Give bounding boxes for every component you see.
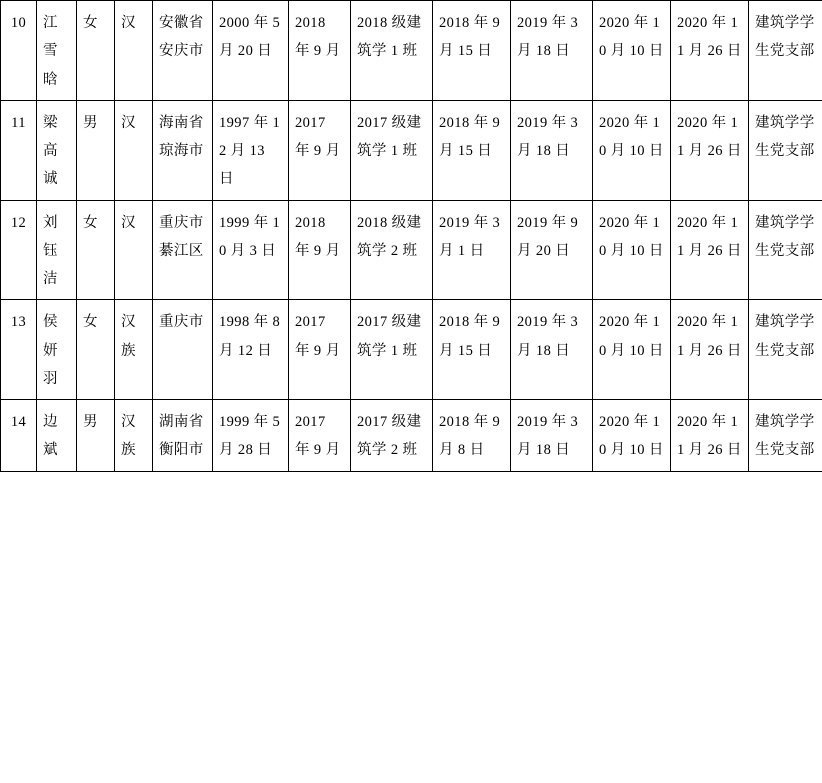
- table-row: [1, 100, 822, 200]
- cell-origin: 重庆市: [153, 300, 213, 400]
- cell-class: 2018 级建筑学 1 班: [351, 1, 433, 101]
- cell-enrollment-date: 2017 年 9 月: [289, 300, 351, 400]
- cell-development-date: 2020 年 10 月 10 日: [593, 300, 671, 400]
- cell-origin: 湖南省衡阳市: [153, 400, 213, 472]
- cell-gender: 男: [77, 100, 115, 200]
- cell-apply-date: 2018 年 9 月 15 日: [433, 1, 511, 101]
- cell-ethnicity: 汉族: [115, 400, 153, 472]
- cell-name: 江雪晗: [37, 1, 77, 101]
- cell-index: 11: [1, 100, 37, 200]
- cell-apply-date: 2018 年 9 月 15 日: [433, 100, 511, 200]
- cell-class: 2017 级建筑学 2 班: [351, 400, 433, 472]
- cell-name: 刘钰洁: [37, 200, 77, 300]
- cell-enrollment-date: 2018 年 9 月: [289, 200, 351, 300]
- cell-birth-date: 1999 年 10 月 3 日: [213, 200, 289, 300]
- cell-enrollment-date: 2018 年 9 月: [289, 1, 351, 101]
- cell-gender: 女: [77, 300, 115, 400]
- cell-ethnicity: 汉族: [115, 300, 153, 400]
- cell-development-date: 2020 年 10 月 10 日: [593, 1, 671, 101]
- cell-origin: 海南省琼海市: [153, 100, 213, 200]
- cell-activist-date: 2019 年 3 月 18 日: [511, 400, 593, 472]
- cell-party-branch: 建筑学学生党支部: [749, 200, 822, 300]
- cell-class: 2017 级建筑学 1 班: [351, 300, 433, 400]
- cell-ethnicity: 汉: [115, 1, 153, 101]
- cell-full-member-date: 2020 年 11 月 26 日: [671, 200, 749, 300]
- cell-birth-date: 2000 年 5 月 20 日: [213, 1, 289, 101]
- cell-ethnicity: 汉: [115, 100, 153, 200]
- cell-party-branch: 建筑学学生党支部: [749, 300, 822, 400]
- cell-index: 12: [1, 200, 37, 300]
- cell-name: 侯妍羽: [37, 300, 77, 400]
- cell-gender: 女: [77, 200, 115, 300]
- cell-gender: 女: [77, 1, 115, 101]
- cell-class: 2017 级建筑学 1 班: [351, 100, 433, 200]
- cell-activist-date: 2019 年 3 月 18 日: [511, 1, 593, 101]
- cell-party-branch: 建筑学学生党支部: [749, 100, 822, 200]
- table-row: [1, 1, 822, 101]
- table-row: [1, 200, 822, 300]
- cell-origin: 重庆市綦江区: [153, 200, 213, 300]
- cell-birth-date: 1997 年 12 月 13 日: [213, 100, 289, 200]
- cell-party-branch: 建筑学学生党支部: [749, 400, 822, 472]
- cell-apply-date: 2018 年 9 月 8 日: [433, 400, 511, 472]
- cell-full-member-date: 2020 年 11 月 26 日: [671, 300, 749, 400]
- cell-apply-date: 2019 年 3 月 1 日: [433, 200, 511, 300]
- cell-party-branch: 建筑学学生党支部: [749, 1, 822, 101]
- cell-index: 13: [1, 300, 37, 400]
- table-body: [1, 1, 822, 472]
- cell-enrollment-date: 2017 年 9 月: [289, 100, 351, 200]
- cell-development-date: 2020 年 10 月 10 日: [593, 400, 671, 472]
- cell-development-date: 2020 年 10 月 10 日: [593, 200, 671, 300]
- cell-activist-date: 2019 年 3 月 18 日: [511, 100, 593, 200]
- cell-development-date: 2020 年 10 月 10 日: [593, 100, 671, 200]
- cell-class: 2018 级建筑学 2 班: [351, 200, 433, 300]
- cell-enrollment-date: 2017 年 9 月: [289, 400, 351, 472]
- cell-birth-date: 1999 年 5 月 28 日: [213, 400, 289, 472]
- table-row: [1, 400, 822, 472]
- cell-ethnicity: 汉: [115, 200, 153, 300]
- cell-index: 14: [1, 400, 37, 472]
- cell-birth-date: 1998 年 8 月 12 日: [213, 300, 289, 400]
- cell-full-member-date: 2020 年 11 月 26 日: [671, 100, 749, 200]
- cell-activist-date: 2019 年 9 月 20 日: [511, 200, 593, 300]
- cell-name: 梁高诚: [37, 100, 77, 200]
- table-row: [1, 300, 822, 400]
- cell-apply-date: 2018 年 9 月 15 日: [433, 300, 511, 400]
- cell-name: 边斌: [37, 400, 77, 472]
- cell-gender: 男: [77, 400, 115, 472]
- cell-full-member-date: 2020 年 11 月 26 日: [671, 1, 749, 101]
- cell-index: 10: [1, 1, 37, 101]
- cell-activist-date: 2019 年 3 月 18 日: [511, 300, 593, 400]
- cell-full-member-date: 2020 年 11 月 26 日: [671, 400, 749, 472]
- cell-origin: 安徽省安庆市: [153, 1, 213, 101]
